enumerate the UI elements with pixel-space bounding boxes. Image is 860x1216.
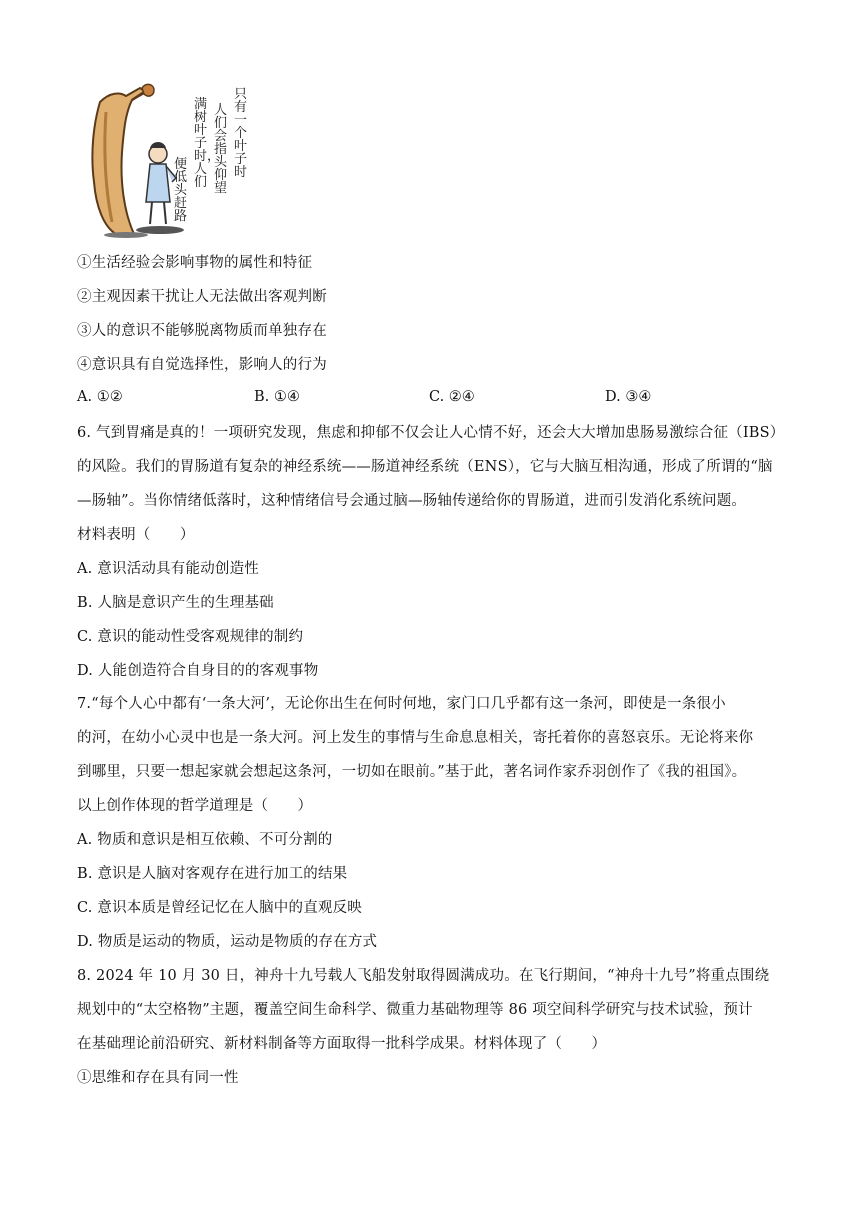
q6-stem-line-2: 的风险。我们的胃肠道有复杂的神经系统——肠道神经系统（ENS），它与大脑互相沟通，形成了所谓的“脑: [77, 459, 773, 475]
q6-option-c[interactable]: C. 意识的能动性受客观规律的制约: [77, 629, 304, 645]
q7-option-b[interactable]: B. 意识是人脑对客观存在进行加工的结果: [77, 866, 348, 882]
q8-stem-line-2: 规划中的“太空格物”主题，覆盖空间生命科学、微重力基础物理等 86 项空间科学研究与技术试验，预计: [77, 1002, 753, 1018]
q8-stem-line-3: 在基础理论前沿研究、新材料制备等方面取得一批科学成果。材料体现了（ ）: [77, 1036, 607, 1052]
q6-stem-line-1: 6. 气到胃痛是真的！一项研究发现，焦虑和抑郁不仅会让人心情不好，还会大大增加患肠易激综合征（IBS）: [77, 425, 785, 441]
q6-option-b[interactable]: B. 人脑是意识产生的生理基础: [77, 595, 274, 611]
q5-option-d[interactable]: D. ③④: [605, 389, 652, 405]
q5-item-4: ④意识具有自觉选择性，影响人的行为: [77, 357, 327, 373]
q5-options: [77, 389, 797, 409]
q7-stem-line-3: 到哪里，只要一想起家就会想起这条河，一切如在眼前。”基于此，著名词作家乔羽创作了《我的祖国》。: [77, 764, 747, 780]
q7-stem-line-4: 以上创作体现的哲学道理是（ ）: [77, 798, 313, 814]
q8-stem-line-1: 8. 2024 年 10 月 30 日，神舟十九号载人飞船发射取得圆满成功。在飞行期间，“神舟十九号”将重点围绕: [77, 968, 770, 984]
cartoon-illustration: [86, 82, 252, 240]
q5-item-2: ②主观因素干扰让人无法做出客观判断: [77, 289, 327, 305]
q5-option-b[interactable]: B. ①④: [254, 389, 300, 405]
q5-item-1: ①生活经验会影响事物的属性和特征: [77, 255, 313, 271]
q6-stem-line-4: 材料表明（ ）: [77, 527, 195, 543]
q7-option-d[interactable]: D. 物质是运动的物质，运动是物质的存在方式: [77, 934, 378, 950]
q6-option-a[interactable]: A. 意识活动具有能动创造性: [77, 561, 259, 577]
q7-option-c[interactable]: C. 意识本质是曾经记忆在人脑中的直观反映: [77, 900, 362, 916]
q5-item-3: ③人的意识不能够脱离物质而单独存在: [77, 323, 327, 339]
q6-option-d[interactable]: D. 人能创造符合自身目的的客观事物: [77, 663, 319, 679]
cartoon-caption-2: 人们会指头仰望: [214, 103, 228, 196]
q5-option-c[interactable]: C. ②④: [429, 389, 475, 405]
q7-stem-line-2: 的河，在幼小心灵中也是一条大河。河上发生的事情与生命息息相关，寄托着你的喜怒哀乐。无论将来你: [77, 730, 754, 746]
q7-option-a[interactable]: A. 物质和意识是相互依赖、不可分割的: [77, 832, 333, 848]
q6-stem-line-3: —肠轴”。当你情绪低落时，这种情绪信号会通过脑—肠轴传递给你的胃肠道，进而引发消化系统问题。: [77, 493, 747, 509]
cartoon-caption-1: 只有一个叶子时: [234, 87, 248, 180]
cartoon-caption-3: 满树叶子时，人们: [194, 97, 221, 190]
q5-option-a[interactable]: A. ①②: [77, 389, 123, 405]
q7-stem-line-1: 7.“每个人心中都有‘一条大河’，无论你出生在何时何地，家门口几乎都有这一条河，即使是一条很小: [77, 696, 726, 712]
cartoon-caption-4: 便低头赶路: [174, 157, 188, 224]
q8-item-1: ①思维和存在具有同一性: [77, 1070, 239, 1086]
